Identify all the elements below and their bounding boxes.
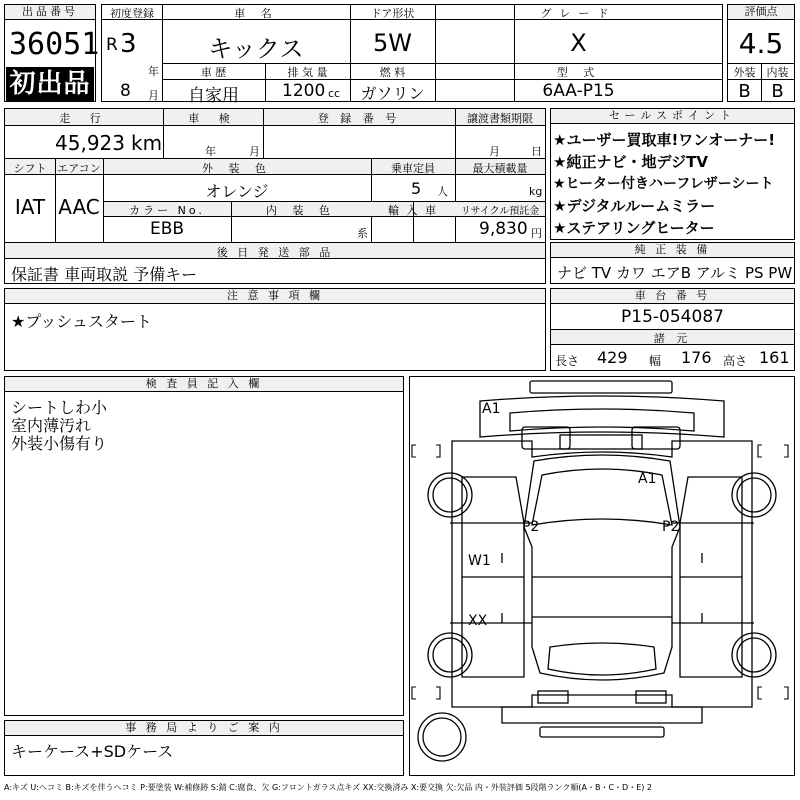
exterior-score: B [738,81,751,102]
seating-unit: 人 [437,185,448,198]
inspector-box [4,376,404,716]
transfer-day-unit: 日 [531,145,542,158]
first-listing-badge: 初出品 [6,67,94,101]
car-diagram [409,376,795,776]
length-label: 長さ [555,354,580,368]
lot-label: 出品番号 [5,5,95,20]
later-parts-label: 後 日 発 送 部 品 [216,246,334,259]
damage-mark-left-pillar: P2 [522,519,540,535]
lot-number: 36051 [9,27,100,62]
height-value: 161 [759,348,790,367]
fuel-value: ガソリン [360,84,425,103]
int-color-suffix: 系 [357,227,368,240]
lot-box [4,4,100,102]
score-value: 4.5 [738,27,784,60]
registration-month-unit: 月 [148,89,159,102]
recycle-value: 9,830 [479,219,528,239]
later-parts-value: 保証書 車両取説 予備キー [11,265,198,284]
chassis-value: P15-054087 [621,307,724,327]
history-label: 車 歴 [200,66,227,79]
damage-mark-left-rear: XX [468,613,488,629]
displacement-unit: cc [328,87,341,100]
damage-mark-front: A1 [482,401,501,417]
max-load-label: 最大積載量 [472,162,528,175]
score-box [727,4,795,102]
registration-month: 8 [120,81,131,101]
office-value: キーケース+SDケース [11,742,174,761]
mileage-unit: km [131,131,163,155]
color-no-label: カラー No. [129,204,205,217]
inspection-year-unit: 年 [205,145,216,158]
registration-year: 3 [120,29,137,59]
car-outline-svg [410,377,794,775]
notes-label: 注 意 事 項 欄 [5,289,545,304]
details-grid [4,108,546,284]
aircon-value: AAC [58,195,100,219]
transfer-month-unit: 月 [489,145,500,158]
mileage-value: 45,923 [55,131,125,155]
sales-point-5: ★ステアリングヒーター [553,219,715,237]
main-grid [101,4,723,106]
sales-points-box [550,108,795,240]
fuel-label: 燃 料 [379,66,406,79]
import-label: 輸 入 車 [388,204,438,217]
displacement-label: 排 気 量 [287,66,328,79]
registration-year-unit: 年 [148,65,159,78]
sales-points-label: セールスポイント [551,109,794,124]
damage-mark-right-pillar: P2 [662,519,680,535]
door-value: 5W [373,29,412,57]
inspection-label: 車 検 [188,112,238,125]
registration-label: 初度登録 [110,7,154,20]
sales-point-1: ★ユーザー買取車!ワンオーナー! [553,131,776,149]
aircon-label: エアコン [57,162,101,175]
registration-era: R [106,35,118,55]
shift-value: IAT [14,195,46,219]
transfer-label: 譲渡書類期限 [467,112,533,125]
equipment-box [550,242,795,284]
width-value: 176 [681,348,712,367]
notes-value: ★プッシュスタート [11,312,152,331]
equipment-value: ナビ TV カワ エアB アルミ PS PW [557,264,793,282]
sales-point-3: ★ヒーター付きハーフレザーシート [553,176,774,192]
grade-label: グレード [540,7,617,20]
office-box [4,720,404,776]
chassis-label: 車 台 番 号 [551,289,794,304]
reg-number-label: 登 録 番 号 [317,112,401,125]
sales-point-4: ★デジタルルームミラー [553,197,716,215]
chassis-box [550,288,795,371]
history-value: 自家用 [188,86,239,106]
recycle-label: リサイクル預託金 [460,206,540,217]
displacement-value: 1200 [282,81,326,101]
car-name-value: キックス [208,35,304,63]
dimensions-label: 諸 元 [653,332,692,345]
model-value: 6AA-P15 [542,81,615,101]
damage-mark-left-door: W1 [468,553,491,569]
sales-point-2: ★純正ナビ・地デジTV [553,153,708,171]
grade-value: X [570,29,587,57]
score-label: 評価点 [728,5,794,20]
seating-label: 乗車定員 [391,162,435,175]
interior-label: 内装 [766,66,789,79]
door-label: ドア形状 [370,7,415,20]
int-color-label: 内 装 色 [266,204,336,217]
car-name-label: 車 名 [234,7,278,20]
inspector-line-3: 外装小傷有り [11,434,108,453]
inspection-month-unit: 月 [249,145,260,158]
ext-color-value: オレンジ [205,182,269,201]
office-label: 事 務 局 よ り ご 案 内 [5,721,403,736]
length-value: 429 [597,348,628,367]
shift-label: シフト [13,162,47,175]
width-label: 幅 [649,354,662,368]
inspector-line-2: 室内薄汚れ [11,416,92,435]
mileage-label: 走 行 [59,112,109,125]
color-no-value: EBB [149,219,185,239]
recycle-unit: 円 [531,227,542,240]
damage-mark-hood: A1 [638,471,657,487]
ext-color-label: 外 装 色 [202,162,272,175]
seating-value: 5 [411,179,422,198]
height-label: 高さ [723,354,748,368]
exterior-label: 外装 [733,66,756,79]
interior-score: B [771,81,784,102]
equipment-label: 純 正 装 備 [551,243,794,258]
inspector-label: 検 査 員 記 入 欄 [5,377,403,392]
inspector-line-1: シートしわ小 [11,398,108,417]
notes-box [4,288,546,371]
max-load-unit: kg [529,185,543,198]
legend-footer: A:キズ U:ヘコミ B:キズを伴うヘコミ P:要塗装 W:補修跡 S:錆 C:腐食、欠 G:フロントガラス点キズ XX:交換済み X:要交換 欠:欠品 内・外装評価 5段階ランク順(A・B・C・D・E) 2 [4,783,653,792]
model-label: 型 式 [556,66,601,79]
